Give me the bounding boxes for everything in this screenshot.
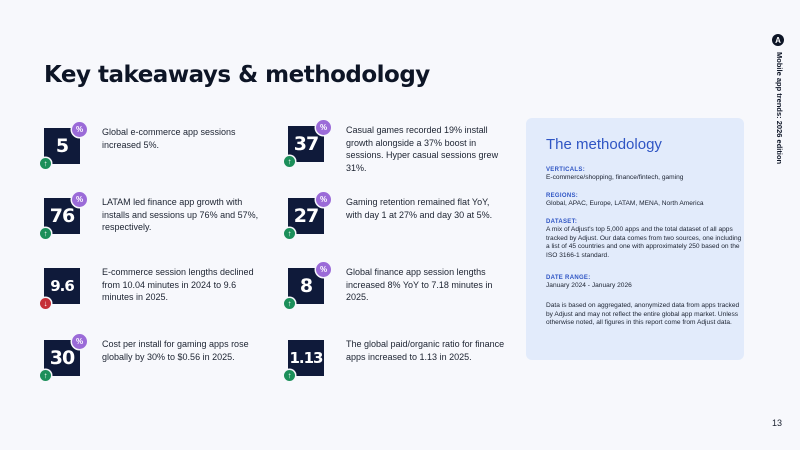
up-arrow-icon: ↑ <box>284 370 295 381</box>
methodology-section <box>546 166 742 183</box>
percent-icon: % <box>72 122 87 137</box>
stat-badge: 37 <box>288 126 324 162</box>
methodology-title: The methodology <box>546 136 662 153</box>
takeaway-item <box>288 192 508 252</box>
methodology-section <box>546 218 742 260</box>
takeaway-text: E-commerce session lengths declined from 10.04 minutes in 2024 to 9.6 minutes in 2025. <box>102 267 254 302</box>
up-arrow-icon: ↑ <box>40 370 51 381</box>
stat-badge: 76 <box>44 198 80 234</box>
stat-badge: 5 <box>44 128 80 164</box>
takeaway-item <box>44 262 264 322</box>
percent-icon: % <box>72 334 87 349</box>
section-value: January 2024 - January 2026 <box>546 282 632 289</box>
takeaway-text: The global paid/organic ratio for finance apps increased to 1.13 in 2025. <box>346 339 505 362</box>
takeaway-text: Global finance app session lengths increased 8% YoY to 7.18 minutes in 2025. <box>346 267 493 302</box>
percent-icon: % <box>72 192 87 207</box>
stat-badge: 30 <box>44 340 80 376</box>
percent-icon: % <box>316 192 331 207</box>
up-arrow-icon: ↑ <box>284 228 295 239</box>
takeaway-item <box>288 120 508 180</box>
methodology-card <box>526 118 744 360</box>
brand-logo-icon: A <box>772 34 784 46</box>
stat-badge: 8 <box>288 268 324 304</box>
up-arrow-icon: ↑ <box>40 158 51 169</box>
section-label: REGIONS: <box>546 193 579 199</box>
takeaway-text: Casual games recorded 19% install growth alongside a 37% boost in sessions. Hyper casual sessions grew 31%. <box>346 125 499 173</box>
section-label: DATASET: <box>546 219 578 225</box>
side-brand <box>758 30 798 170</box>
page-number: 13 <box>772 418 783 428</box>
percent-icon: % <box>316 120 331 135</box>
takeaway-text: Cost per install for gaming apps rose globally by 30% to $0.56 in 2025. <box>102 339 249 362</box>
page-title: Key takeaways & methodology <box>44 62 430 88</box>
takeaway-text: LATAM led finance app growth with installs and sessions up 76% and 57%, respectively. <box>102 197 259 232</box>
stat-badge: 27 <box>288 198 324 234</box>
section-value: Global, APAC, Europe, LATAM, MENA, North America <box>546 200 704 207</box>
stat-badge: 9.6 <box>44 268 80 304</box>
down-arrow-icon: ↓ <box>40 298 51 309</box>
methodology-section <box>546 274 742 291</box>
methodology-note: Data is based on aggregated, anonymized data from apps tracked by Adjust and may not reflect the entire global app market. Unless otherwise noted, all figures in this report come from Adjust data. <box>546 302 740 327</box>
report-name: Mobile app trends: 2026 edition <box>775 52 784 165</box>
takeaway-text: Global e-commerce app sessions increased 5%. <box>102 127 236 150</box>
takeaway-item <box>288 334 508 394</box>
up-arrow-icon: ↑ <box>284 298 295 309</box>
takeaway-item <box>44 122 264 182</box>
section-label: VERTICALS: <box>546 167 585 173</box>
section-label: DATE RANGE: <box>546 275 591 281</box>
up-arrow-icon: ↑ <box>284 156 295 167</box>
section-value: E-commerce/shopping, finance/fintech, gaming <box>546 174 684 181</box>
percent-icon: % <box>316 262 331 277</box>
takeaway-text: Gaming retention remained flat YoY, with day 1 at 27% and day 30 at 5%. <box>346 197 493 220</box>
section-value: A mix of Adjust's top 5,000 apps and the total dataset of all apps tracked by Adjust. Our data comes from two sources, one including a list of 45 countries and one with approximately 250 based on the ISO 3166-1 standard. <box>546 226 742 259</box>
takeaway-item <box>288 262 508 322</box>
up-arrow-icon: ↑ <box>40 228 51 239</box>
takeaway-item <box>44 192 264 252</box>
stat-badge: 1.13 <box>288 340 324 376</box>
takeaway-item <box>44 334 264 394</box>
methodology-section <box>546 192 742 209</box>
